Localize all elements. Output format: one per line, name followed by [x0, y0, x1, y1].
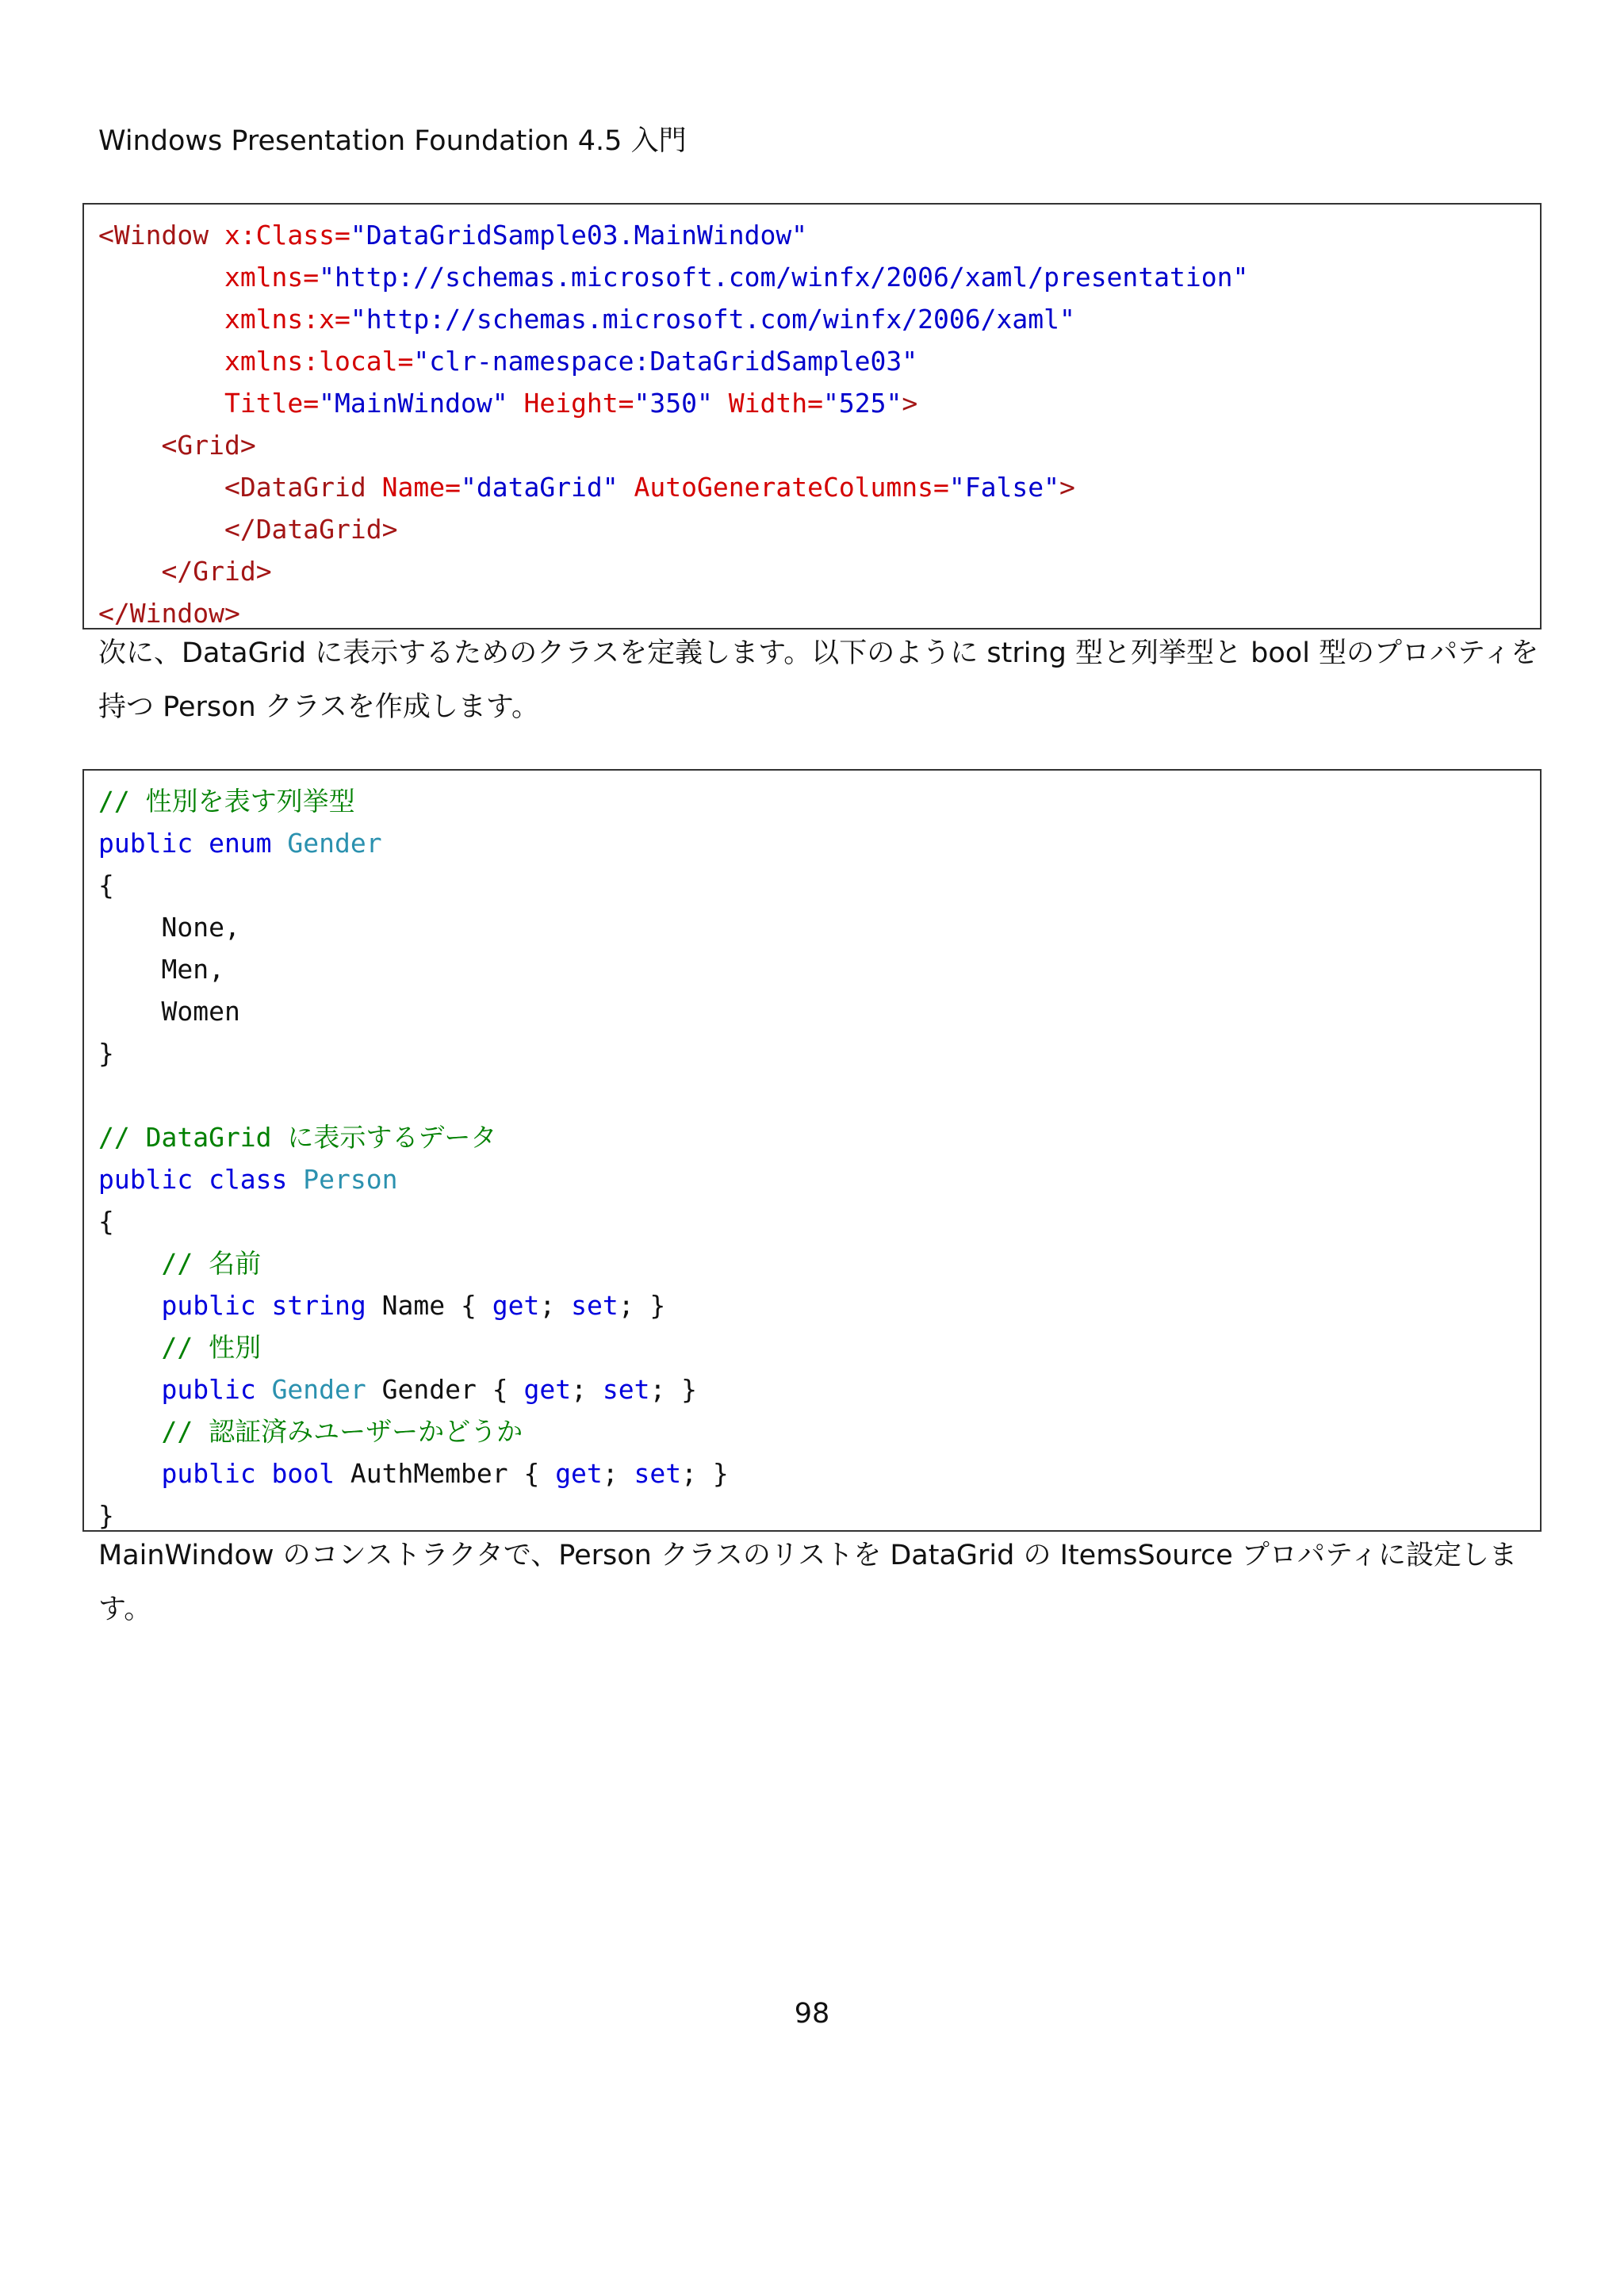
code-keyword: get	[492, 1290, 540, 1321]
code-keyword: public bool	[161, 1458, 335, 1489]
xml-value: "http://schemas.microsoft.com/winfx/2006/xaml"	[350, 304, 1075, 335]
xml-attribute: x:Class=	[209, 220, 350, 251]
code-text: }	[98, 1038, 114, 1069]
code-line	[98, 424, 1540, 466]
xml-value: "350"	[634, 388, 713, 419]
xml-attribute: Height=	[508, 388, 634, 419]
xml-attribute: Title=	[224, 388, 320, 419]
code-line	[98, 1116, 1540, 1158]
code-keyword: public enum	[98, 828, 288, 859]
indent	[98, 1374, 161, 1405]
indent	[98, 1458, 161, 1489]
xml-tag: >	[1059, 472, 1075, 503]
code-keyword: public	[161, 1374, 272, 1405]
code-text: Men,	[98, 954, 224, 985]
xml-tag: <Window	[98, 220, 209, 251]
code-comment: // 性別を表す列挙型	[98, 786, 355, 817]
code-keyword: public class	[98, 1164, 304, 1195]
code-type: Gender	[271, 1374, 366, 1405]
paragraph-line: 持つ Person クラスを作成します。	[98, 691, 540, 723]
indent	[98, 388, 224, 419]
code-keyword: get	[555, 1458, 603, 1489]
xml-tag: </Window>	[98, 598, 240, 629]
xml-value: "525"	[822, 388, 902, 419]
code-comment: // 名前	[161, 1248, 262, 1279]
code-keyword: set	[634, 1458, 682, 1489]
code-line	[98, 822, 1540, 864]
xml-attribute: AutoGenerateColumns=	[618, 472, 949, 503]
code-line	[98, 466, 1540, 508]
code-line	[98, 1032, 1540, 1074]
xml-attribute: xmlns:x=	[224, 304, 350, 335]
code-comment: // 認証済みユーザーかどうか	[161, 1416, 523, 1447]
indent	[98, 1290, 161, 1321]
code-line	[98, 990, 1540, 1032]
indent	[98, 430, 161, 461]
xml-tag: >	[902, 388, 918, 419]
xml-attribute: xmlns=	[224, 262, 320, 293]
code-line	[98, 1158, 1540, 1200]
xml-attribute: xmlns:local=	[224, 346, 414, 377]
xml-attribute: Name=	[366, 472, 461, 503]
indent	[98, 262, 224, 293]
code-type: Person	[303, 1164, 398, 1195]
code-text: ;	[539, 1290, 572, 1321]
code-text: Gender {	[366, 1374, 524, 1405]
code-line	[98, 550, 1540, 592]
xml-tag: <DataGrid	[224, 472, 366, 503]
paragraph-line: す。	[98, 1594, 152, 1625]
code-text: ; }	[618, 1290, 666, 1321]
code-text: ; }	[681, 1458, 729, 1489]
indent	[98, 514, 224, 545]
code-line	[98, 948, 1540, 990]
code-line	[98, 780, 1540, 822]
xml-tag: <Grid>	[161, 430, 256, 461]
indent	[98, 304, 224, 335]
code-text: None,	[98, 912, 240, 943]
code-line	[98, 1410, 1540, 1452]
indent	[98, 346, 224, 377]
code-text: Women	[98, 996, 240, 1027]
xml-tag: </DataGrid>	[224, 514, 398, 545]
code-line	[98, 906, 1540, 948]
xml-value: "DataGridSample03.MainWindow"	[350, 220, 808, 251]
code-text: ; }	[649, 1374, 698, 1405]
code-line	[98, 340, 1540, 382]
code-line	[98, 864, 1540, 906]
paragraph-line: 次に、DataGrid に表示するためのクラスを定義します。以下のように string 型と列挙型と bool 型のプロパティを	[98, 637, 1539, 669]
xml-tag: </Grid>	[161, 556, 272, 587]
code-line	[98, 508, 1540, 550]
code-text: ;	[602, 1458, 634, 1489]
code-comment: // 性別	[161, 1332, 262, 1363]
code-line	[98, 1200, 1540, 1242]
code-line	[98, 1326, 1540, 1368]
xaml-code-block	[82, 203, 1542, 629]
indent	[98, 472, 224, 503]
csharp-code-block	[82, 769, 1542, 1532]
xml-value: "http://schemas.microsoft.com/winfx/2006/xaml/presentation"	[319, 262, 1249, 293]
code-text: }	[98, 1500, 114, 1531]
indent	[98, 1332, 161, 1363]
indent	[98, 556, 161, 587]
code-line	[98, 1074, 1540, 1116]
body-paragraph	[98, 626, 1539, 734]
code-line	[98, 298, 1540, 340]
xml-value: "MainWindow"	[319, 388, 508, 419]
code-line	[98, 256, 1540, 298]
code-text: {	[98, 1206, 114, 1237]
body-paragraph	[98, 1529, 1526, 1636]
code-line	[98, 1452, 1540, 1494]
code-text: Name {	[366, 1290, 492, 1321]
page-number: 98	[794, 1998, 830, 2030]
xml-value: "clr-namespace:DataGridSample03"	[413, 346, 918, 377]
paragraph-line: MainWindow のコンストラクタで、Person クラスのリストを DataGrid の ItemsSource プロパティに設定しま	[98, 1540, 1518, 1571]
page-header-title: Windows Presentation Foundation 4.5 入門	[98, 125, 687, 157]
code-keyword: get	[523, 1374, 572, 1405]
xml-attribute: Width=	[712, 388, 823, 419]
code-line	[98, 382, 1540, 424]
code-line	[98, 1284, 1540, 1326]
indent	[98, 1416, 161, 1447]
code-line	[98, 214, 1540, 256]
indent	[98, 1248, 161, 1279]
xml-value: "dataGrid"	[460, 472, 619, 503]
code-type: Gender	[287, 828, 382, 859]
code-line	[98, 1242, 1540, 1284]
code-keyword: public string	[161, 1290, 366, 1321]
code-keyword: set	[602, 1374, 650, 1405]
code-text: AuthMember {	[335, 1458, 556, 1489]
code-comment: // DataGrid に表示するデータ	[98, 1122, 497, 1153]
code-line	[98, 1368, 1540, 1410]
xml-value: "False"	[948, 472, 1059, 503]
code-text: {	[98, 870, 114, 901]
code-text: ;	[571, 1374, 603, 1405]
code-keyword: set	[571, 1290, 619, 1321]
